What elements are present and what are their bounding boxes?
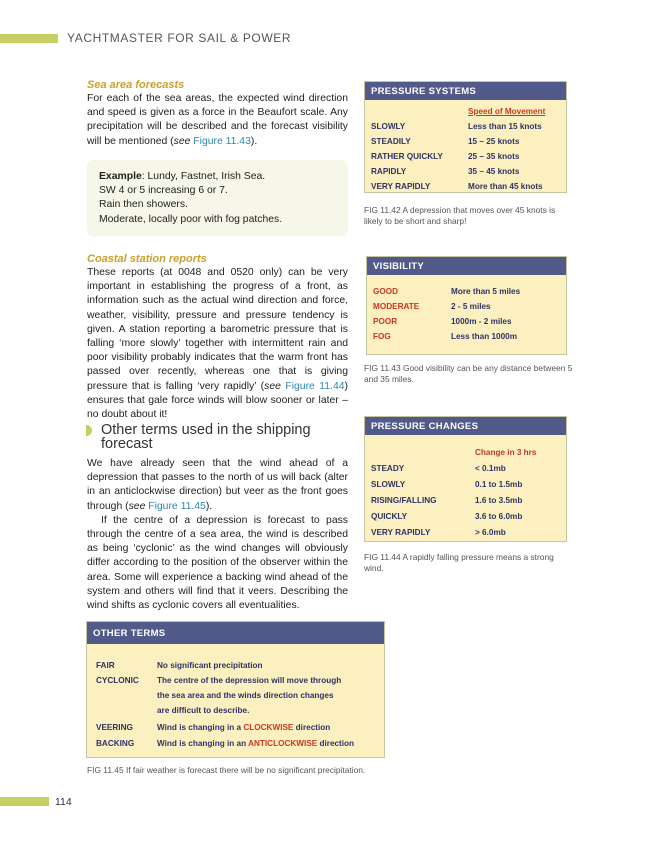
table-row-value: < 0.1mb	[475, 464, 506, 473]
other-terms-paragraph-1	[87, 457, 348, 514]
definition-veering	[157, 723, 330, 733]
header-accent-bar	[0, 34, 58, 43]
see-word: see	[264, 380, 281, 392]
table-row-term: POOR	[373, 317, 398, 326]
table-row-term: RATHER QUICKLY	[371, 152, 443, 161]
other-terms-paragraph-2: If the centre of a depression is forecast to pass through the centre of a sea area, the wind is described as being ‘cyclonic’ as the wind changes will obviously differ according to the position of the observer within the area. Some will experience a backing wind ahead of the system and others will find that it veers. Describing the wind shifts as cyclonic covers all eventualities.	[87, 514, 348, 612]
sea-area-text: For each of the sea areas, the expected wind direction and speed is given as a force in the Beaufort scale. Any precipitation will be described and the forecast visibility will be mentioned (	[87, 93, 348, 147]
coastal-text: These reports (at 0048 and 0520 only) can be very important in establishing the progress of a front, as information such as the actual wind direction and force, weather, visibility, pressure and pressure tendency is given. A station reporting a barometric pressure that is falling ‘more slowly’ together with intermittent rain and poor visibility probably indicates that the warm front has passed over recently, whereas one that is giving pressure that is falling ‘very rapidly’ (	[87, 267, 348, 392]
table-row-value: Less than 15 knots	[468, 122, 542, 131]
definition-cyclonic-line: are difficult to describe.	[157, 706, 250, 715]
figure-link[interactable]: Figure 11.44	[285, 380, 345, 392]
table-row-term: GOOD	[373, 287, 399, 296]
visibility-title: VISIBILITY	[367, 257, 566, 275]
term-backing: BACKING	[96, 739, 135, 748]
veering-text-end: direction	[293, 723, 331, 732]
other-terms-heading: Other terms used in the shipping forecast	[101, 422, 311, 452]
pressure-changes-panel	[364, 416, 567, 542]
coastal-paragraph	[87, 266, 348, 422]
example-line	[99, 170, 336, 184]
example-first-line: : Lundy, Fastnet, Irish Sea.	[141, 171, 266, 182]
fig-11-44-caption: FIG 11.44 A rapidly falling pressure means a strong wind.	[364, 552, 554, 573]
definition-cyclonic-line: the sea area and the winds direction changes	[157, 691, 334, 700]
visibility-panel	[366, 256, 567, 355]
backing-text: Wind is changing in an	[157, 739, 249, 748]
anticlockwise-word: ANTICLOCKWISE	[248, 739, 318, 748]
table-row-value: Less than 1000m	[451, 332, 517, 341]
visibility-body	[367, 275, 566, 354]
coastal-section	[87, 252, 348, 422]
footer-accent-bar	[0, 797, 49, 806]
clockwise-word: CLOCKWISE	[243, 723, 294, 732]
change-column-header: Change in 3 hrs	[475, 448, 537, 457]
table-row-value: More than 5 miles	[451, 287, 521, 296]
running-title: YACHTMASTER FOR SAIL & POWER	[67, 31, 292, 45]
table-row-term: FOG	[373, 332, 391, 341]
fig-11-42-caption: FIG 11.42 A depression that moves over 45 knots is likely to be short and sharp!	[364, 205, 556, 226]
example-line: Moderate, locally poor with fog patches.	[99, 213, 283, 225]
term-cyclonic: CYCLONIC	[96, 676, 139, 685]
definition-fair: No significant precipitation	[157, 661, 263, 670]
speed-column-header: Speed of Movement	[468, 107, 546, 116]
example-box	[87, 160, 348, 236]
table-row-value: 35 – 45 knots	[468, 167, 520, 176]
pressure-changes-title: PRESSURE CHANGES	[365, 417, 566, 435]
figure-link[interactable]: Figure 11.45	[148, 500, 206, 512]
table-row-term: SLOWLY	[371, 122, 406, 131]
table-row-term: SLOWLY	[371, 480, 406, 489]
other-terms-body	[87, 644, 384, 757]
veering-text: Wind is changing in a	[157, 723, 244, 732]
coastal-heading: Coastal station reports	[87, 253, 207, 265]
fig-11-43-caption: FIG 11.43 Good visibility can be any distance between 5 and 35 miles.	[364, 363, 573, 384]
table-row-term: RAPIDLY	[371, 167, 407, 176]
table-row-term: STEADILY	[371, 137, 411, 146]
coastal-text-end: ) ensures that gale force winds will blow sooner or later – no doubt about it!	[87, 380, 348, 421]
table-row-term: MODERATE	[373, 302, 420, 311]
example-line: Rain then showers.	[99, 199, 188, 211]
table-row-value: 1000m - 2 miles	[451, 317, 512, 326]
other-terms-title: OTHER TERMS	[87, 622, 384, 644]
backing-text-end: direction	[317, 739, 355, 748]
table-row-value: > 6.0mb	[475, 528, 506, 537]
table-row-value: 15 – 25 knots	[468, 137, 520, 146]
sea-area-heading: Sea area forecasts	[87, 79, 185, 91]
table-row-value: 25 – 35 knots	[468, 152, 520, 161]
other-terms-panel	[86, 621, 385, 758]
sea-area-section	[87, 78, 348, 149]
table-row-value: 1.6 to 3.5mb	[475, 496, 523, 505]
pressure-systems-body	[365, 100, 566, 192]
page-number: 114	[55, 796, 72, 808]
table-row-value: 2 - 5 miles	[451, 302, 491, 311]
table-row-term: QUICKLY	[371, 512, 408, 521]
example-line: SW 4 or 5 increasing 6 or 7.	[99, 185, 228, 197]
pressure-systems-panel	[364, 81, 567, 193]
table-row-term: VERY RAPIDLY	[371, 182, 431, 191]
definition-backing	[157, 739, 354, 749]
table-row-value: 0.1 to 1.5mb	[475, 480, 523, 489]
pressure-systems-title: PRESSURE SYSTEMS	[365, 82, 566, 100]
see-word: see	[128, 500, 146, 512]
sea-area-paragraph	[87, 92, 348, 149]
table-row-term: STEADY	[371, 464, 405, 473]
table-row-term: VERY RAPIDLY	[371, 528, 431, 537]
other-terms-heading-block	[87, 423, 347, 451]
definition-cyclonic-line: The centre of the depression will move through	[157, 676, 342, 685]
table-row-value: 3.6 to 6.0mb	[475, 512, 523, 521]
term-veering: VEERING	[96, 723, 133, 732]
pressure-changes-body	[365, 435, 566, 541]
para1-text-end: ).	[205, 500, 213, 512]
fig-11-45-caption: FIG 11.45 If fair weather is forecast there will be no significant precipitation.	[87, 765, 366, 775]
table-row-value: More than 45 knots	[468, 182, 543, 191]
table-row-term: RISING/FALLING	[371, 496, 437, 505]
other-terms-body	[87, 457, 348, 613]
see-word: see	[173, 135, 191, 147]
para1-text: We have already seen that the wind ahead of a depression that passes to the north of us will back (alter in an anticlockwise direction) but veer as the front goes through (	[87, 458, 348, 512]
example-label: Example	[99, 171, 142, 182]
figure-link[interactable]: Figure 11.43	[193, 135, 251, 147]
sea-area-text-end: ).	[250, 135, 258, 147]
term-fair: FAIR	[96, 661, 115, 670]
